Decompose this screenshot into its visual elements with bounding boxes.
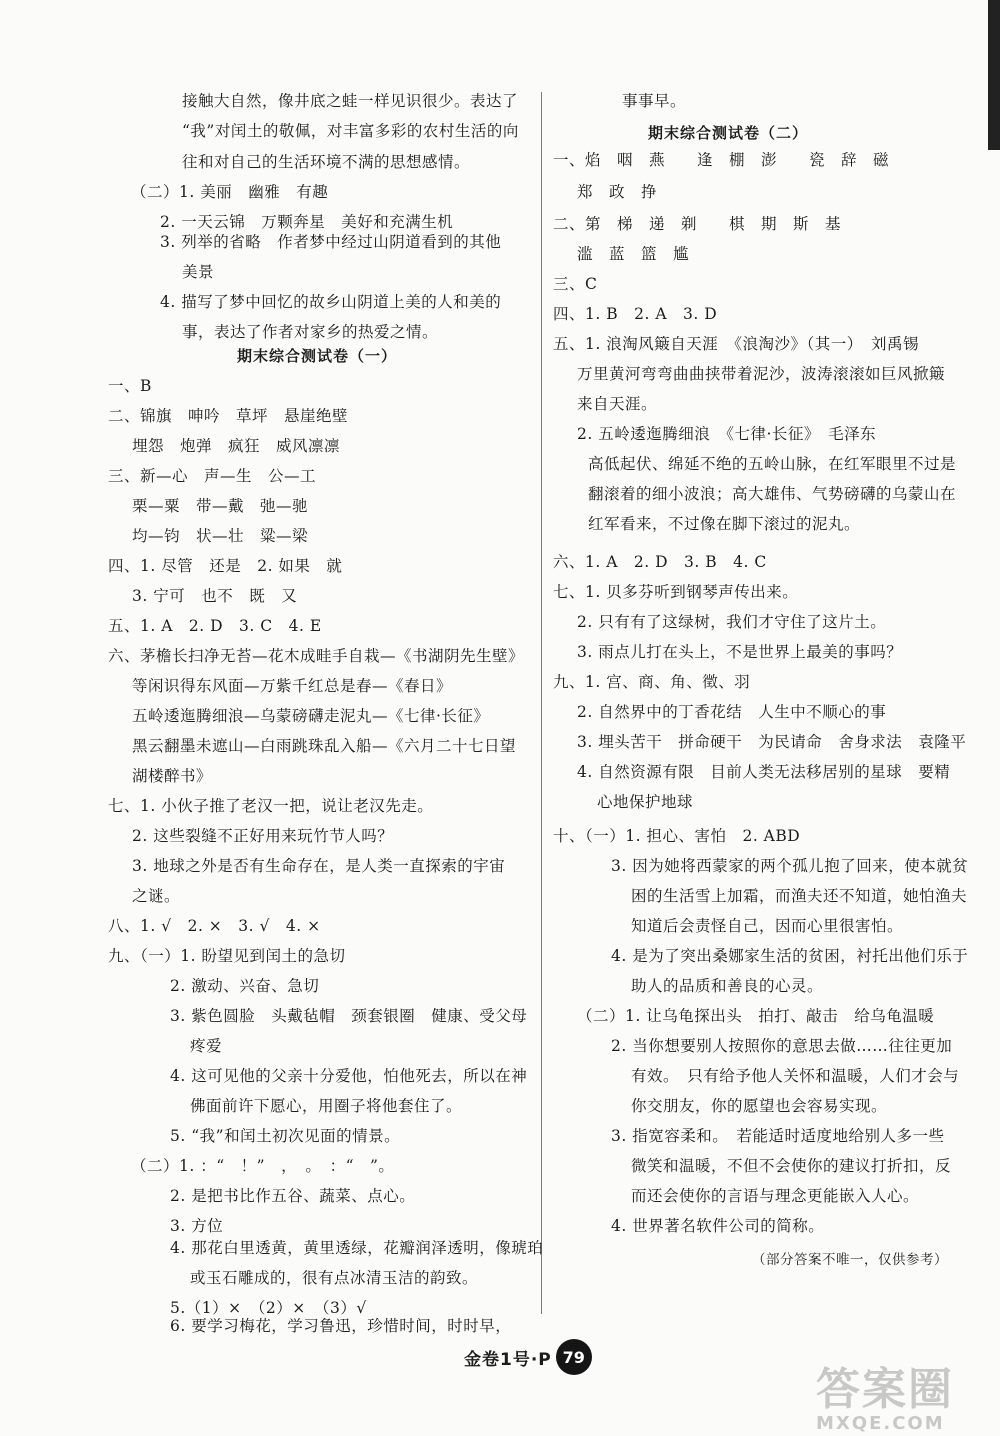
answer-line: 2. 一天云锦 万颗奔星 美好和充满生机 bbox=[160, 213, 454, 231]
answer-line: 翻滚着的细小波浪；高大雄伟、气势磅礴的乌蒙山在 bbox=[588, 485, 957, 503]
answer-line: 均—钧 状—壮 粱—梁 bbox=[132, 527, 309, 545]
answer-line: 接触大自然，像井底之蛙一样见识很少。表达了 bbox=[182, 92, 519, 110]
answer-line: 6. 要学习梅花，学习鲁迅，珍惜时间，时时早， bbox=[170, 1317, 512, 1335]
answer-line: 3. 因为她将西蒙家的两个孤儿抱了回来，使本就贫 bbox=[611, 857, 969, 875]
answer-line: （二）1. ：“ ！” ， 。 ：“ ”。 bbox=[131, 1157, 395, 1175]
answer-line: 六、1. A 2. D 3. B 4. C bbox=[553, 553, 767, 571]
answer-line: 美景 bbox=[182, 263, 215, 281]
answer-line: 知道后会责怪自己，因而心里很害怕。 bbox=[631, 917, 904, 935]
answer-line: 七、1. 贝多芬听到钢琴声传出来。 bbox=[553, 583, 799, 601]
answer-line: 五、1. 浪淘风簸自天涯 《浪淘沙》（其一） 刘禹锡 bbox=[553, 335, 919, 353]
answer-line: 3. 地球之外是否有生命存在，是人类一直探索的宇宙 bbox=[132, 857, 506, 875]
answer-line: 滥 蓝 篮 尴 bbox=[577, 245, 690, 263]
section-heading: 期末综合测试卷（二） bbox=[648, 124, 809, 142]
answer-line: 3. 埋头苦干 拼命硬干 为民请命 舍身求法 袁隆平 bbox=[577, 733, 967, 751]
answer-line: 万里黄河弯弯曲曲挟带着泥沙，波涛滚滚如巨风掀簸 bbox=[577, 365, 946, 383]
answer-line: 而还会使你的言语与理念更能嵌入人心。 bbox=[631, 1187, 920, 1205]
answer-line: 心地保护地球 bbox=[597, 793, 694, 811]
answer-line: 事事早。 bbox=[622, 92, 687, 110]
answer-line: 3. 列举的省略 作者梦中经过山阴道看到的其他 bbox=[160, 233, 502, 251]
answer-line: （二）1. 美丽 幽雅 有趣 bbox=[131, 183, 329, 201]
answer-line: 4. 世界著名软件公司的简称。 bbox=[611, 1217, 825, 1235]
answer-line: 二、第 梯 递 剃 棋 期 斯 基 bbox=[553, 215, 842, 233]
answer-line: 往和对自己的生活环境不满的思想感情。 bbox=[182, 153, 471, 171]
answer-line: 4. 描写了梦中回忆的故乡山阴道上美的人和美的 bbox=[160, 293, 502, 311]
answer-line: 2. 是把书比作五谷、蔬菜、点心。 bbox=[170, 1187, 416, 1205]
answer-line: 3. 宁可 也不 既 又 bbox=[132, 587, 298, 605]
answer-line: 2. 五岭逶迤腾细浪 《七律·长征》 毛泽东 bbox=[577, 425, 877, 443]
column-divider bbox=[541, 92, 542, 1314]
answer-line: 一、焰 咽 燕 逢 棚 澎 瓷 辞 磁 bbox=[553, 151, 890, 169]
watermark-logo: 答案圈 bbox=[816, 1364, 954, 1415]
answer-line: 4. 那花白里透黄，黄里透绿，花瓣润泽透明，像琥珀 bbox=[170, 1239, 544, 1257]
answer-line: 三、C bbox=[553, 275, 598, 293]
page-number-badge: 79 bbox=[556, 1339, 592, 1375]
answer-line: 事，表达了作者对家乡的热爱之情。 bbox=[182, 323, 439, 341]
answer-line: 九、1. 宫、商、角、徵、羽 bbox=[553, 673, 751, 691]
answer-line: 你交朋友，你的愿望也会容易实现。 bbox=[631, 1097, 888, 1115]
answer-line: 红军看来，不过像在脚下滚过的泥丸。 bbox=[588, 515, 861, 533]
answer-line: 七、1. 小伙子推了老汉一把，说让老汉先走。 bbox=[108, 797, 434, 815]
answer-line: 六、茅檐长扫净无苔—花木成畦手自栽—《书湖阴先生壁》 bbox=[108, 647, 525, 665]
answer-line: 九、（一）1. 盼望见到闰土的急切 bbox=[108, 947, 346, 965]
watermark bbox=[816, 1366, 996, 1434]
answer-line: 一、B bbox=[108, 377, 152, 395]
watermark-url: MXQE.COM bbox=[816, 1413, 945, 1434]
answer-line: 五岭逶迤腾细浪—乌蒙磅礴走泥丸—《七律·长征》 bbox=[132, 707, 490, 725]
answer-line: 2. 激动、兴奋、急切 bbox=[170, 977, 320, 995]
answer-line: 郑 政 挣 bbox=[577, 183, 658, 201]
answer-line: 十、（一）1. 担心、害怕 2. ABD bbox=[553, 827, 801, 845]
answer-line: 疼爱 bbox=[190, 1037, 223, 1055]
answer-line: 四、1. B 2. A 3. D bbox=[553, 305, 718, 323]
answer-line: 五、1. A 2. D 3. C 4. E bbox=[108, 617, 322, 635]
answer-line: 佛面前许下愿心，用圈子将他套住了。 bbox=[190, 1097, 463, 1115]
answer-line: （二）1. 让乌龟探出头 拍打、敲击 给乌龟温暖 bbox=[577, 1007, 935, 1025]
scan-edge bbox=[988, 0, 1000, 150]
answer-line: 高低起伏、绵延不绝的五岭山脉，在红军眼里不过是 bbox=[588, 455, 957, 473]
page-footer bbox=[464, 1337, 592, 1377]
answer-line: 来自天涯。 bbox=[577, 395, 658, 413]
answer-line: 之谜。 bbox=[132, 887, 181, 905]
answer-line: 3. 紫色圆脸 头戴毡帽 颈套银圈 健康、受父母 bbox=[170, 1007, 528, 1025]
footer-label: 金卷1号·P bbox=[464, 1349, 552, 1370]
answer-line: 黑云翻墨未遮山—白雨跳珠乱入船—《六月二十七日望 bbox=[132, 737, 517, 755]
answer-line: 二、锦旗 呻吟 草坪 悬崖绝壁 bbox=[108, 407, 349, 425]
answer-line: 3. 方位 bbox=[170, 1217, 224, 1235]
answer-line: “我”对闰土的敬佩，对丰富多彩的农村生活的向 bbox=[182, 122, 519, 140]
answer-line: 助人的品质和善良的心灵。 bbox=[631, 977, 824, 995]
answer-line: 3. 雨点儿打在头上，不是世界上最美的事吗？ bbox=[577, 643, 903, 661]
answer-line: 5. “我”和闰土初次见面的情景。 bbox=[170, 1127, 401, 1145]
answer-line: 等闲识得东风面—万紫千红总是春—《春日》 bbox=[132, 677, 453, 695]
answer-line: 栗—粟 带—戴 弛—驰 bbox=[132, 497, 309, 515]
answer-line: 2. 当你想要别人按照你的意思去做……往往更加 bbox=[611, 1037, 953, 1055]
answer-line: 5.（1）× （2）× （3）√ bbox=[170, 1299, 367, 1317]
answer-line: 4. 这可见他的父亲十分爱他，怕他死去，所以在神 bbox=[170, 1067, 528, 1085]
answer-line: 微笑和温暖，不但不会使你的建议打折扣，反 bbox=[631, 1157, 952, 1175]
answer-line: 2. 自然界中的丁香花结 人生中不顺心的事 bbox=[577, 703, 887, 721]
answer-line: 湖楼醉书》 bbox=[132, 767, 213, 785]
answer-line: 4. 自然资源有限 目前人类无法移居别的星球 要精 bbox=[577, 763, 951, 781]
answer-line: 四、1. 尽管 还是 2. 如果 就 bbox=[108, 557, 343, 575]
answer-line: 埋怨 炮弹 疯狂 威风凛凛 bbox=[132, 437, 341, 455]
answer-line: 困的生活雪上加霜，而渔夫还不知道，她怕渔夫 bbox=[631, 887, 968, 905]
answer-line: 八、1. √ 2. × 3. √ 4. × bbox=[108, 917, 321, 935]
answer-line: 2. 这些裂缝不正好用来玩竹节人吗？ bbox=[132, 827, 394, 845]
answer-line: 2. 只有有了这绿树，我们才守住了这片土。 bbox=[577, 613, 887, 631]
answer-line: 4. 是为了突出桑娜家生活的贫困，衬托出他们乐于 bbox=[611, 947, 969, 965]
section-heading: 期末综合测试卷（一） bbox=[237, 347, 398, 365]
answer-line: 或玉石雕成的，很有点冰清玉洁的韵致。 bbox=[190, 1269, 479, 1287]
answer-line: 有效。 只有给予他人关怀和温暖，人们才会与 bbox=[631, 1067, 960, 1085]
answer-line: 三、新—心 声—生 公—工 bbox=[108, 467, 317, 485]
footnote: （部分答案不唯一，仅供参考） bbox=[752, 1252, 948, 1268]
answer-line: 3. 指宽容柔和。 若能适时适度地给别人多一些 bbox=[611, 1127, 945, 1145]
